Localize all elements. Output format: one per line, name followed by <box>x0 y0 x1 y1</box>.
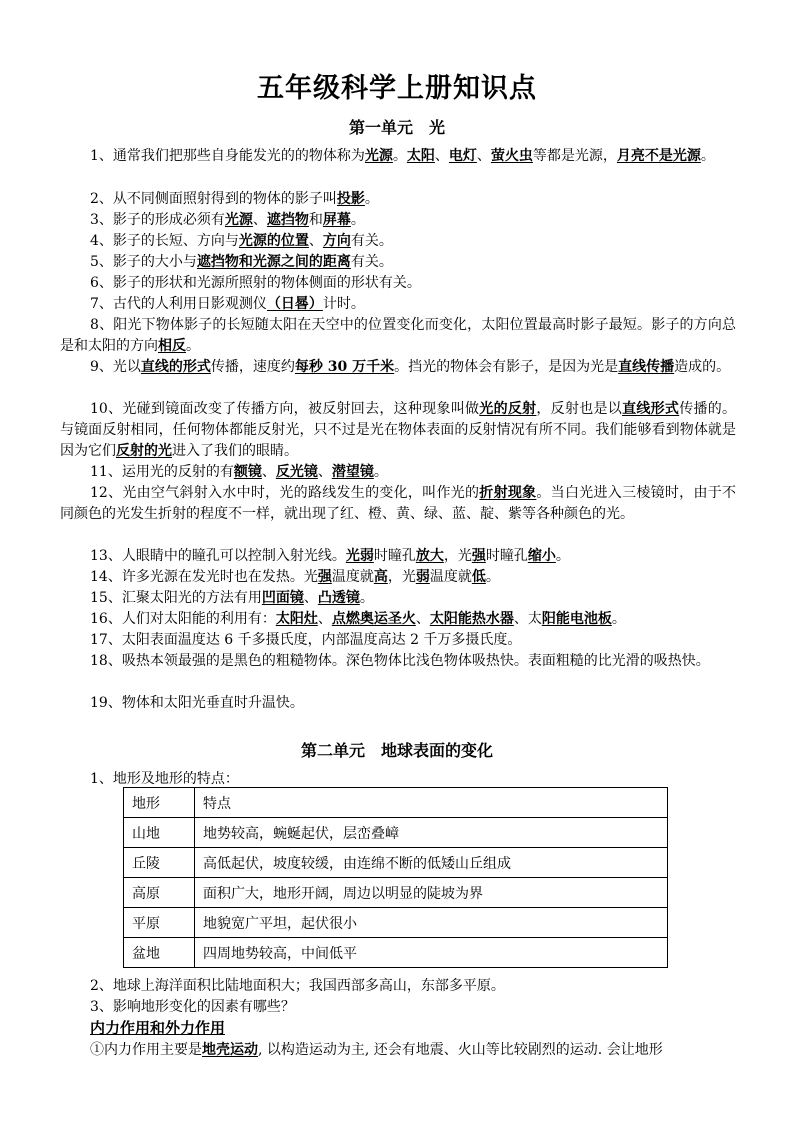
key-term: 太阳 <box>406 148 435 164</box>
key-term: 放大 <box>415 548 444 564</box>
unit1-item-6: 6、影子的形状和光源所照射的物体侧面的形状有关。 <box>90 275 421 291</box>
key-term: 相反 <box>158 338 186 354</box>
key-term: 强 <box>471 548 486 564</box>
terrain-feature-cell: 四周地势较高，中间低平 <box>195 938 668 968</box>
key-term: 光源 <box>364 148 393 164</box>
key-term: 每秒 30 万千米 <box>294 359 395 375</box>
key-term: 凹面镜 <box>261 590 304 606</box>
key-term: 光源的位置 <box>238 233 309 249</box>
terrain-feature-cell: 面积广大，地形开阔，周边以明显的陡坡为界 <box>195 878 668 908</box>
unit1-item-8: 8、阳光下物体影子的长短随太阳在天空中的位置变化而变化，太阳位置最高时影子最短。影子的方向总是和太阳的方向相反。 <box>60 317 736 354</box>
unit1-item-16: 16、人们对太阳能的利用有：太阳灶、点燃奥运圣火、太阳能热水器、太阳能电池板。 <box>90 611 626 627</box>
terrain-feature-cell: 特点 <box>195 788 668 818</box>
key-term: 低 <box>471 569 486 585</box>
unit1-item-3: 3、影子的形成必须有光源、遮挡物和屏幕。 <box>90 212 365 228</box>
unit2-intro: 1、地形及地形的特点： <box>90 771 239 787</box>
key-term: 高 <box>373 569 388 585</box>
terrain-name-cell: 高原 <box>124 878 195 908</box>
unit2-heading <box>0 738 794 761</box>
key-term: 光源 <box>224 212 253 228</box>
unit1-heading-text: 第一单元 光 <box>348 118 445 137</box>
unit1-item-13: 13、人眼睛中的瞳孔可以控制入射光线。光弱时瞳孔放大，光强时瞳孔缩小。 <box>90 548 570 564</box>
unit1-heading <box>0 115 794 138</box>
key-term: 额镜 <box>233 464 262 480</box>
table-row <box>124 938 668 968</box>
key-term: 缩小 <box>527 548 556 564</box>
unit1-item-4: 4、影子的长短、方向与光源的位置、方向有关。 <box>90 233 393 249</box>
terrain-feature-cell: 高低起伏，坡度较缓，由连绵不断的低矮山丘组成 <box>195 848 668 878</box>
unit1-item-9: 9、光以直线的形式传播，速度约每秒 30 万千米。挡光的物体会有影子，是因为光是直线传播造成的。 <box>90 359 731 375</box>
terrain-table-body <box>124 788 668 968</box>
key-term: 萤火虫 <box>490 148 533 164</box>
table-header-row <box>124 788 668 818</box>
key-term: 阳能电池板 <box>541 611 612 627</box>
unit2-paragraph-2: 2、地球上海洋面积比陆地面积大；我国西部多高山，东部多平原。 <box>90 978 505 994</box>
unit1-item-7: 7、古代的人利用日影观测仪（日晷）计时。 <box>90 296 365 312</box>
key-term: 电灯 <box>448 148 477 164</box>
key-term: 遮挡物 <box>266 212 309 228</box>
table-row <box>124 818 668 848</box>
unit1-item-1: 1、通常我们把那些自身能发光的的物体称为光源。太阳、电灯、萤火虫等都是光源，月亮不是光源。 <box>90 148 715 164</box>
key-term: 潜望镜 <box>331 464 374 480</box>
unit1-item-5: 5、影子的大小与遮挡物和光源之间的距离有关。 <box>90 254 393 270</box>
key-term: 强 <box>317 569 332 585</box>
key-term: 地壳运动 <box>202 1042 258 1058</box>
unit2-heading-text: 第二单元 地球表面的变化 <box>300 741 493 760</box>
table-row <box>124 848 668 878</box>
key-term: 遮挡物和光源之间的距离 <box>196 254 351 270</box>
terrain-name-cell: 地形 <box>124 788 195 818</box>
terrain-table <box>123 787 668 968</box>
table-row <box>124 908 668 938</box>
document-title: 五年级科学上册知识点 <box>257 73 537 104</box>
unit1-item-12: 12、光由空气斜射入水中时，光的路线发生的变化，叫作光的折射现象。当白光进入三棱镜时，由于不同颜色的光发生折射的程度不一样，就出现了红、橙、黄、绿、蓝、靛、紫等各种颜色的光。 <box>60 485 737 522</box>
terrain-name-cell: 平原 <box>124 908 195 938</box>
unit2-paragraph-3: 3、影响地形变化的因素有哪些？ <box>90 999 295 1015</box>
terrain-name-cell: 盆地 <box>124 938 195 968</box>
key-term: 反光镜 <box>275 464 318 480</box>
key-term: 直线传播 <box>618 359 675 375</box>
unit2-paragraph-4: ①内力作用主要是地壳运动, 以构造运动为主, 还会有地震、火山等比较剧烈的运动. 会让地形 <box>90 1042 663 1058</box>
key-term: 光弱 <box>345 548 374 564</box>
key-term: 点燃奥运圣火 <box>331 611 416 627</box>
key-term: 弱 <box>415 569 430 585</box>
key-term: 屏幕 <box>322 212 351 228</box>
key-term: 太阳灶 <box>275 611 318 627</box>
terrain-name-cell: 丘陵 <box>124 848 195 878</box>
terrain-feature-cell: 地貌宽广平坦，起伏很小 <box>195 908 668 938</box>
key-term: 太阳能热水器 <box>429 611 514 627</box>
table-row <box>124 878 668 908</box>
key-term: 月亮不是光源 <box>616 148 701 164</box>
unit1-item-2: 2、从不同侧面照射得到的物体的影子叫投影。 <box>90 191 379 207</box>
unit1-item-17: 17、太阳表面温度达 6 千多摄氏度，内部温度高达 2 千万多摄氏度。 <box>90 632 522 648</box>
key-term: 折射现象 <box>479 485 537 501</box>
key-term: （日晷） <box>266 296 323 312</box>
unit1-item-15: 15、汇聚太阳光的方法有用凹面镜、凸透镜。 <box>90 590 374 606</box>
key-term: 直线的形式 <box>140 359 211 375</box>
key-term: 投影 <box>336 191 365 207</box>
terrain-name-cell: 山地 <box>124 818 195 848</box>
unit1-item-11: 11、运用光的反射的有额镜、反光镜、潜望镜。 <box>90 464 388 480</box>
force-subheading: 内力作用和外力作用 <box>90 1019 226 1037</box>
key-term: 凸透镜 <box>317 590 360 606</box>
unit1-item-10: 10、光碰到镜面改变了传播方向，被反射回去，这种现象叫做光的反射，反射也是以直线形式传播的。与镜面反射相同，任何物体都能反射光，只不过是光在物体表面的反射情况有所不同。我们能够看到物体就是因为它们反射的光进入了我们的眼睛。 <box>60 401 737 459</box>
key-term: 反射的光 <box>116 443 172 459</box>
unit1-item-19: 19、物体和太阳光垂直时升温快。 <box>90 695 304 711</box>
unit1-item-18: 18、吸热本领最强的是黑色的粗糙物体。深色物体比浅色物体吸热快。表面粗糙的比光滑的吸热快。 <box>90 653 710 669</box>
terrain-feature-cell: 地势较高，蜿蜒起伏，层峦叠嶂 <box>195 818 668 848</box>
unit1-item-14: 14、许多光源在发光时也在发热。光强温度就高，光弱温度就低。 <box>90 569 500 585</box>
key-term: 光的反射 <box>479 401 537 417</box>
key-term: 方向 <box>322 233 351 249</box>
key-term: 直线形式 <box>622 401 680 417</box>
